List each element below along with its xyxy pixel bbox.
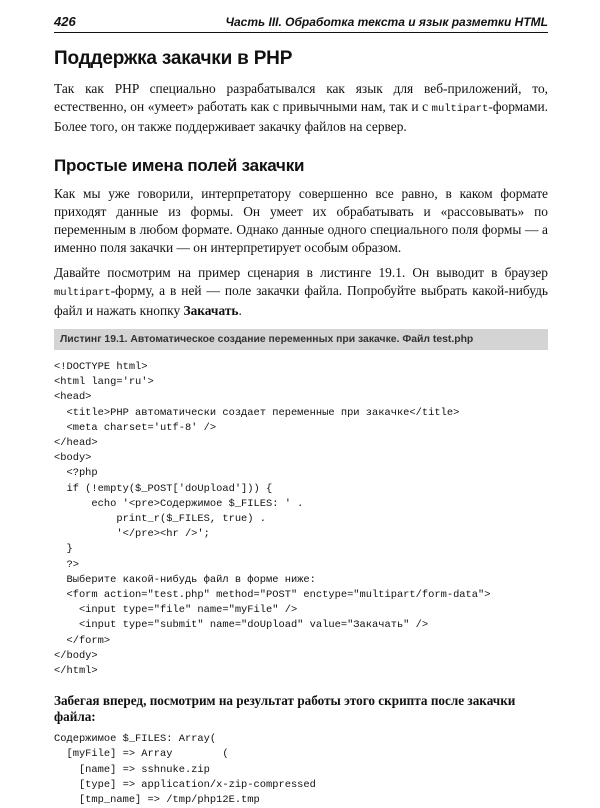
code-line: <form action="test.php" method="POST" enctype="multipart/form-data"> bbox=[54, 589, 491, 602]
para2-text-a: Давайте посмотрим на пример сценария в листинге 19.1. Он выводит в браузер bbox=[54, 265, 548, 280]
code-line: <?php bbox=[54, 467, 98, 480]
code-line: print_r($_FILES, true) . bbox=[54, 513, 267, 526]
subsection-title: Простые имена полей закачки bbox=[54, 156, 305, 175]
intro-paragraph bbox=[54, 80, 548, 136]
output-line: [name] => sshnuke.zip bbox=[54, 763, 210, 776]
page-number: 426 bbox=[54, 14, 76, 29]
code-line: <title>PHP автоматически создает переменные при закачке</title> bbox=[54, 406, 460, 419]
result-lead: Забегая вперед, посмотрим на результат работы этого скрипта после закачки файла: bbox=[54, 693, 516, 725]
paragraph-2 bbox=[54, 264, 548, 320]
para2-code: multipart bbox=[54, 287, 111, 299]
book-page bbox=[54, 14, 548, 808]
code-line: Выберите какой-нибудь файл в форме ниже: bbox=[54, 573, 316, 586]
output-line: [tmp_name] => /tmp/php12E.tmp bbox=[54, 794, 260, 807]
para2-text-b: -форму, а в ней — поле закачки файла. Попробуйте выбрать какой-нибудь файл и нажать кнопку bbox=[54, 283, 548, 318]
code-line: </form> bbox=[54, 634, 111, 647]
intro-code: multipart bbox=[431, 103, 489, 115]
paragraph-1: Как мы уже говорили, интерпретатору совершенно все равно, в каком формате приходят данные из формы. Он умеет их обрабатывать и «рассовывать» по переменным в любом формате. Однако данные одного специального поля формы — а именно поля закачки — он интерпретирует особым образом. bbox=[54, 186, 548, 255]
code-line: <!DOCTYPE html> bbox=[54, 361, 148, 373]
code-line: <input type="file" name="myFile" /> bbox=[54, 604, 298, 617]
output-line: [myFile] => Array ( bbox=[54, 748, 229, 761]
code-line: <body> bbox=[54, 452, 92, 465]
section-title: Поддержка закачки в PHP bbox=[54, 48, 293, 69]
output-line: Содержимое $_FILES: Array( bbox=[54, 733, 217, 746]
para2-text-c: . bbox=[238, 303, 242, 318]
running-title: Часть III. Обработка текста и язык разметки HTML bbox=[225, 15, 548, 29]
code-line: <input type="submit" name="doUpload" value="Закачать" /> bbox=[54, 619, 429, 632]
running-header bbox=[54, 14, 548, 33]
listing-caption: Листинг 19.1. Автоматическое создание переменных при закачке. Файл test.php bbox=[54, 329, 548, 350]
intro-text-b: -формами. Более того, он также поддерживает закачку файлов на сервер. bbox=[54, 99, 548, 134]
intro-text-a: Так как PHP специально разрабатывался как язык для веб-приложений, то, естественно, он «умеет» работать как с привычными нам, так и с bbox=[54, 81, 548, 114]
code-line: } bbox=[54, 543, 73, 556]
code-line: '</pre><hr />'; bbox=[54, 528, 210, 541]
code-line: </body> bbox=[54, 649, 98, 662]
code-line: <html lang='ru'> bbox=[54, 376, 154, 389]
code-line: </html> bbox=[54, 665, 98, 678]
para2-bold-button-name: Закачать bbox=[183, 303, 239, 318]
code-line: echo '<pre>Содержимое $_FILES: ' . bbox=[54, 497, 304, 510]
code-line: if (!empty($_POST['doUpload'])) { bbox=[54, 482, 273, 495]
code-line: </head> bbox=[54, 437, 98, 450]
result-output bbox=[54, 732, 548, 808]
listing-code bbox=[54, 360, 548, 679]
code-line: <meta charset='utf-8' /> bbox=[54, 421, 217, 434]
output-line: [type] => application/x-zip-compressed bbox=[54, 778, 316, 791]
code-line: <head> bbox=[54, 391, 92, 404]
code-line: ?> bbox=[54, 558, 79, 571]
